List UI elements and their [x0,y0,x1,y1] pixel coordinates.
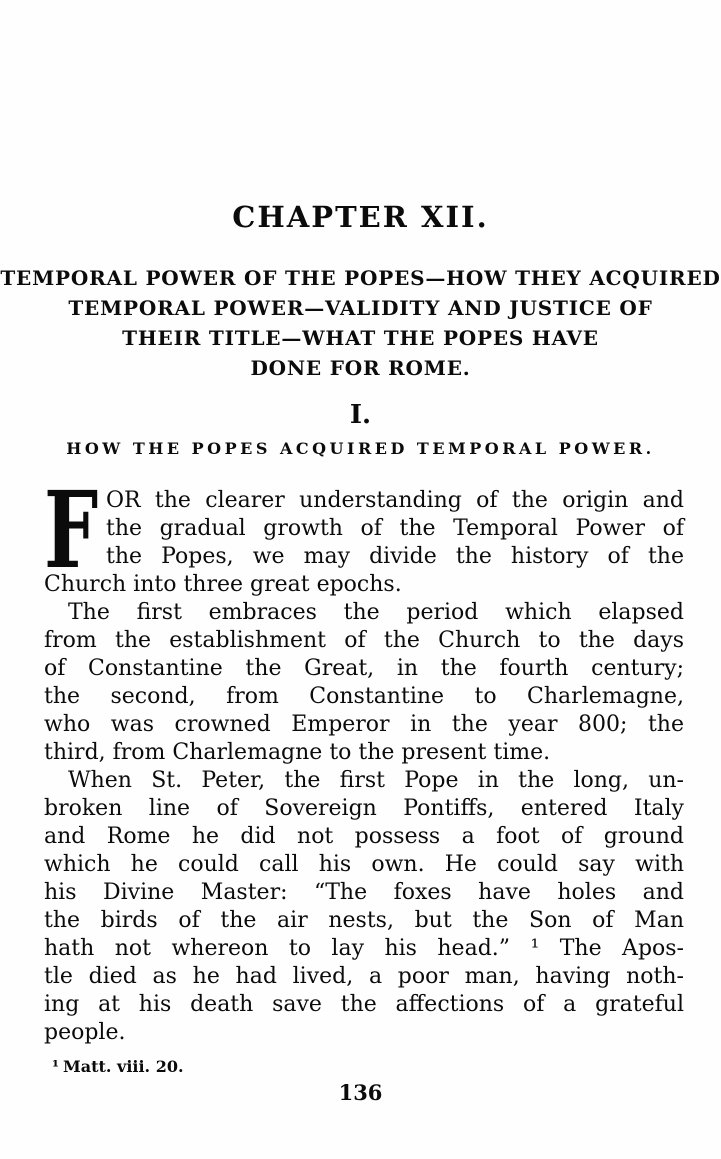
chapter-subtitle-line: TEMPORAL POWER—VALIDITY AND JUSTICE OF [68,296,653,320]
chapter-subtitle-line: DONE FOR ROME. [250,356,471,380]
chapter-title: CHAPTER XII. [232,200,489,234]
text-line: the Popes, we may divide the history of the [106,544,684,569]
paragraph-2 [44,599,684,767]
paragraph-3 [44,767,684,1047]
chapter-subtitle [0,263,721,383]
text-line: from the establishment of the Church to the days [44,628,684,653]
text-line: When St. Peter, the first Pope in the long, un- [68,768,684,793]
text-line: third, from Charlemagne to the present time. [44,740,551,765]
text-line: ing at his death save the affections of a grateful [44,992,684,1017]
text-line: The first embraces the period which elapsed [68,600,684,625]
footnote [52,1057,684,1077]
drop-cap-letter: F [44,467,99,592]
footnote-marker: ¹ [52,1057,60,1076]
body-text [44,467,684,1047]
text-line: which he could call his own. He could say with [44,852,684,877]
paragraph-1-lines [44,467,684,599]
text-line: broken line of Sovereign Pontiffs, entered Italy [44,796,684,821]
paragraph-1 [44,467,684,599]
text-line: and Rome he did not possess a foot of ground [44,824,684,849]
text-line: his Divine Master: “The foxes have holes and [44,880,684,905]
page-number: 136 [338,1080,383,1105]
text-line: Church into three great epochs. [44,572,402,597]
section-number: I. [349,400,372,430]
footnote-text: Matt. viii. 20. [63,1057,184,1076]
chapter-subtitle-line: TEMPORAL POWER OF THE POPES—HOW THEY ACQUIRED [0,266,721,290]
text-line: hath not whereon to lay his head.” ¹ The Apos- [44,936,684,961]
text-line: the gradual growth of the Temporal Power of [106,516,684,541]
section-heading: HOW THE POPES ACQUIRED TEMPORAL POWER. [66,439,655,458]
text-line: who was crowned Emperor in the year 800; the [44,712,684,737]
chapter-subtitle-line: THEIR TITLE—WHAT THE POPES HAVE [122,326,599,350]
text-line: people. [44,1020,126,1045]
text-line: of Constantine the Great, in the fourth century; [44,656,684,681]
text-line: tle died as he had lived, a poor man, having noth- [44,964,684,989]
text-line: OR the clearer understanding of the origin and [106,488,684,513]
text-line: the second, from Constantine to Charlemagne, [44,684,684,709]
text-line: the birds of the air nests, but the Son of Man [44,908,684,933]
